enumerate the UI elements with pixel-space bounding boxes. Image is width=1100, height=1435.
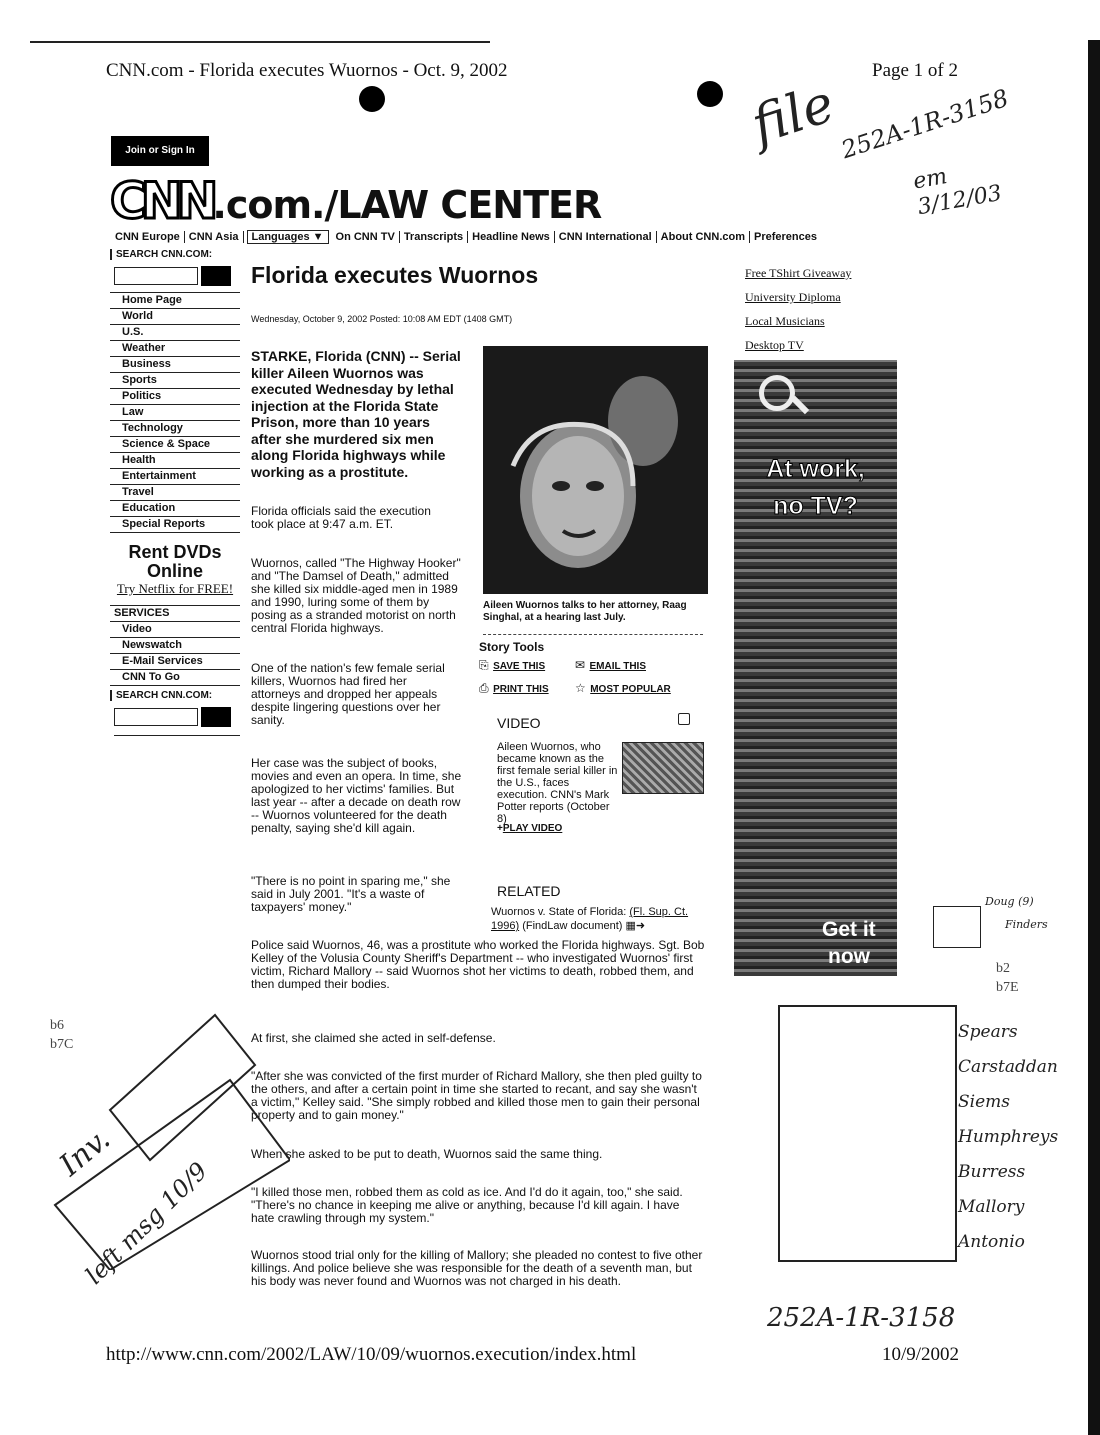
chevron-down-icon: ▼: [312, 231, 324, 243]
article-p3: One of the nation's few female serial killers, Wuornos had fired her attorneys and dropped her appeals despite lingering questions over her sanity.: [251, 661, 445, 727]
most-popular-label: MOST POPULAR: [590, 684, 671, 695]
ad-headline-1: At work,: [766, 455, 865, 483]
initials-date-note: em 3/12/03: [911, 164, 1004, 221]
sidebar-item-science[interactable]: Science & Space: [110, 437, 240, 453]
nav-cnn-europe[interactable]: CNN Europe: [111, 231, 185, 243]
magnifier-handle: [791, 396, 809, 414]
name-2: Carstaddan: [958, 1057, 1058, 1077]
punch-hole: [697, 81, 723, 107]
most-popular-button[interactable]: [575, 679, 671, 697]
magnifier-icon: [759, 375, 795, 411]
footer-url: http://www.cnn.com/2002/LAW/10/09/wuornos.execution/index.html: [106, 1344, 637, 1365]
file-number-bottom: 252A-1R-3158: [767, 1303, 956, 1333]
article-photo: [483, 346, 708, 594]
names-list: [958, 1015, 1058, 1260]
play-icon: +: [497, 823, 503, 834]
file-note: file: [744, 73, 842, 157]
link-local-musicians[interactable]: Local Musicians: [745, 314, 825, 328]
search-label: SEARCH CNN.COM:: [110, 249, 240, 260]
promo-link[interactable]: Try Netflix for FREE!: [116, 581, 234, 596]
ad-banner[interactable]: [734, 360, 897, 976]
sidebar-item-education[interactable]: Education: [110, 501, 240, 517]
logo-suffix: .com./LAW CENTER: [212, 183, 602, 227]
sidebar-item-world[interactable]: World: [110, 309, 240, 325]
ad-headline-2: no TV?: [773, 492, 858, 520]
search-label-2: SEARCH CNN.COM:: [110, 690, 240, 701]
star-icon: ☆: [575, 681, 586, 695]
video-text: Aileen Wuornos, who became known as the first female serial killer in the U.S., faces execution. CNN's Mark Potter reports (October 8): [497, 741, 618, 825]
print-icon: ⎙: [479, 681, 489, 695]
search-button[interactable]: [201, 266, 231, 286]
save-this-label: SAVE THIS: [493, 661, 546, 672]
article-dateline: Wednesday, October 9, 2002 Posted: 10:08 AM EDT (1408 GMT): [251, 314, 513, 324]
search-input-2[interactable]: [114, 708, 198, 726]
top-rule: [30, 41, 490, 43]
sidebar-nav: [110, 292, 240, 533]
link-free-tshirt[interactable]: Free TShirt Giveaway: [745, 266, 852, 280]
services-nav: [110, 605, 240, 686]
small-box-note-1: Doug (9): [985, 895, 1034, 908]
nav-on-cnn-tv[interactable]: On CNN TV: [332, 231, 400, 243]
service-newswatch[interactable]: Newswatch: [110, 638, 240, 654]
article-headline: Florida executes Wuornos: [251, 262, 539, 288]
article-p1: Florida officials said the execution took place at 9:47 a.m. ET.: [251, 504, 431, 531]
sidebar-item-sports[interactable]: Sports: [110, 373, 240, 389]
article-p2: Wuornos, called "The Highway Hooker" and "The Damsel of Death," admitted she killed six middle-aged men in 1989 and 1990, luring some of them by posing as a stranded motorist on north central Florida highways.: [251, 556, 461, 635]
languages-label: Languages: [251, 231, 310, 243]
name-7: Antonio: [958, 1232, 1025, 1252]
sidebar-item-entertainment[interactable]: Entertainment: [110, 469, 240, 485]
sidebar-item-technology[interactable]: Technology: [110, 421, 240, 437]
sidebar-item-us[interactable]: U.S.: [110, 325, 240, 341]
article-p9: When she asked to be put to death, Wuornos said the same thing.: [251, 1147, 603, 1161]
link-desktop-tv[interactable]: Desktop TV: [745, 338, 804, 352]
article-p4: Her case was the subject of books, movies and even an opera. In time, she apologized to her victims' families. But last year -- after a decade on death row -- Wuornos volunteered for the death penalty, saying she'd kill again.: [251, 756, 462, 835]
search-button-2[interactable]: [201, 707, 231, 727]
related-link[interactable]: (Fl. Sup. Ct. 1996): [491, 906, 689, 932]
article-p5: "There is no point in sparing me," she said in July 2001. "It's a waste of taxpayers' money.": [251, 874, 451, 914]
divider: [483, 634, 703, 635]
sidebar: [110, 249, 240, 736]
service-cnn-to-go[interactable]: CNN To Go: [110, 670, 240, 686]
photo-portrait: [483, 346, 708, 594]
save-icon: ⎘: [479, 658, 489, 672]
cnn-logo: [110, 172, 601, 232]
video-label: VIDEO: [497, 715, 541, 731]
video-thumbnail[interactable]: [622, 742, 704, 794]
related-suffix: (FindLaw document): [519, 920, 623, 932]
redaction-code-b7c: b7C: [50, 1037, 74, 1052]
redaction-box-large: [778, 1005, 957, 1262]
redaction-code-b2: b2: [996, 961, 1010, 976]
page-count: Page 1 of 2: [872, 60, 959, 81]
document-icon: ▦➜: [625, 920, 646, 932]
article-p10: "I killed those men, robbed them as cold as ice. And I'd do it again, too," she said. "There's no chance in keeping me alive or anything, because I'd kill again. I have hate crawling through my system.": [251, 1185, 683, 1225]
join-signin-button[interactable]: Join or Sign In: [111, 136, 209, 166]
sidebar-item-home[interactable]: Home Page: [110, 293, 240, 309]
promo-title-1: Rent DVDs: [128, 542, 222, 562]
article-p7: At first, she claimed she acted in self-defense.: [251, 1031, 496, 1045]
ad-cta-1: Get it: [822, 918, 876, 941]
play-video-link[interactable]: [497, 823, 562, 834]
related-item: [491, 905, 706, 933]
article-p8: "After she was convicted of the first murder of Richard Mallory, she then pled guilty to the others, and after a certain point in time she started to recant, and say she wasn't a victim," Kelley said. "She simply robbed and killed those men to gain their personal property and to gain money.": [251, 1069, 702, 1122]
email-this-label: EMAIL THIS: [589, 661, 646, 672]
story-tools-label: Story Tools: [479, 640, 545, 654]
nav-about[interactable]: About CNN.com: [657, 231, 750, 243]
sidebar-item-special-reports[interactable]: Special Reports: [110, 517, 240, 533]
top-nav: [111, 231, 821, 243]
file-number-note: 252A-1R-3158: [837, 83, 1012, 165]
sidebar-item-politics[interactable]: Politics: [110, 389, 240, 405]
ad-cta-2: now: [828, 945, 870, 968]
nav-preferences[interactable]: Preferences: [754, 231, 817, 243]
logo-cnn: CNN: [110, 172, 213, 230]
article-lead: STARKE, Florida (CNN) -- Serial killer Aileen Wuornos was executed Wednesday by lethal injection at the Florida State Prison, more than 10 years after she murdered six men along Florida highways while working as a prostitute.: [251, 348, 461, 480]
related-label: RELATED: [497, 883, 561, 899]
play-video-label: PLAY VIDEO: [502, 823, 563, 834]
redaction-box-small: [933, 906, 981, 948]
nav-transcripts[interactable]: Transcripts: [400, 231, 468, 243]
related-prefix: Wuornos v. State of Florida:: [491, 906, 630, 918]
page-title: CNN.com - Florida executes Wuornos - Oct. 9, 2002: [106, 60, 508, 81]
name-3: Siems: [958, 1092, 1010, 1112]
email-this-button[interactable]: [575, 656, 646, 674]
scan-edge: [1088, 40, 1100, 1435]
search-input[interactable]: [114, 267, 198, 285]
nav-cnn-international[interactable]: CNN International: [555, 231, 657, 243]
right-links: [745, 266, 851, 362]
small-box-note-2: Finders: [1005, 918, 1048, 931]
article-p6: Police said Wuornos, 46, was a prostitute who worked the Florida highways. Sgt. Bob Kelley of the Volusia County Sheriff's Department -- who investigated Wuornos' first victim, Richard Mallory -- said Wuornos shot her victims to death, robbed them, and then dumped their bodies.: [251, 938, 705, 991]
article-p11: Wuornos stood trial only for the killing of Mallory; she pleaded no contest to five other killings. And police believe she was responsible for the death of a seventh man, but his body was never found and Wuornos was not charged in his death.: [251, 1248, 703, 1288]
service-email[interactable]: E-Mail Services: [110, 654, 240, 670]
sidebar-item-business[interactable]: Business: [110, 357, 240, 373]
redaction-code-b7e: b7E: [996, 980, 1019, 995]
link-university-diploma[interactable]: University Diploma: [745, 290, 841, 304]
name-4: Humphreys: [958, 1127, 1059, 1147]
service-video[interactable]: Video: [110, 622, 240, 638]
footer-date: 10/9/2002: [882, 1344, 960, 1365]
nav-languages-select[interactable]: [247, 230, 329, 244]
sidebar-item-law[interactable]: Law: [110, 405, 240, 421]
services-label: SERVICES: [110, 606, 240, 622]
nav-headline-news[interactable]: Headline News: [468, 231, 555, 243]
photo-caption: Aileen Wuornos talks to her attorney, Raag Singhal, at a hearing last July.: [483, 600, 687, 623]
save-this-button[interactable]: [479, 656, 545, 674]
name-5: Burress: [958, 1162, 1026, 1182]
promo-title-2: Online: [146, 561, 203, 581]
print-this-button[interactable]: [479, 679, 549, 697]
sidebar-item-travel[interactable]: Travel: [110, 485, 240, 501]
email-icon: ✉: [575, 658, 586, 672]
nav-cnn-asia[interactable]: CNN Asia: [185, 231, 244, 243]
inv-note: Inv.: [53, 1121, 118, 1184]
name-6: Mallory: [958, 1197, 1025, 1217]
sidebar-item-weather[interactable]: Weather: [110, 341, 240, 357]
left-msg-note: left msg 10/9: [80, 1156, 213, 1290]
name-1: Spears: [958, 1022, 1018, 1042]
sidebar-item-health[interactable]: Health: [110, 453, 240, 469]
print-this-label: PRINT THIS: [493, 684, 549, 695]
redaction-code-b6: b6: [50, 1018, 64, 1033]
video-toggle-icon[interactable]: [678, 713, 690, 725]
punch-hole: [359, 86, 385, 112]
